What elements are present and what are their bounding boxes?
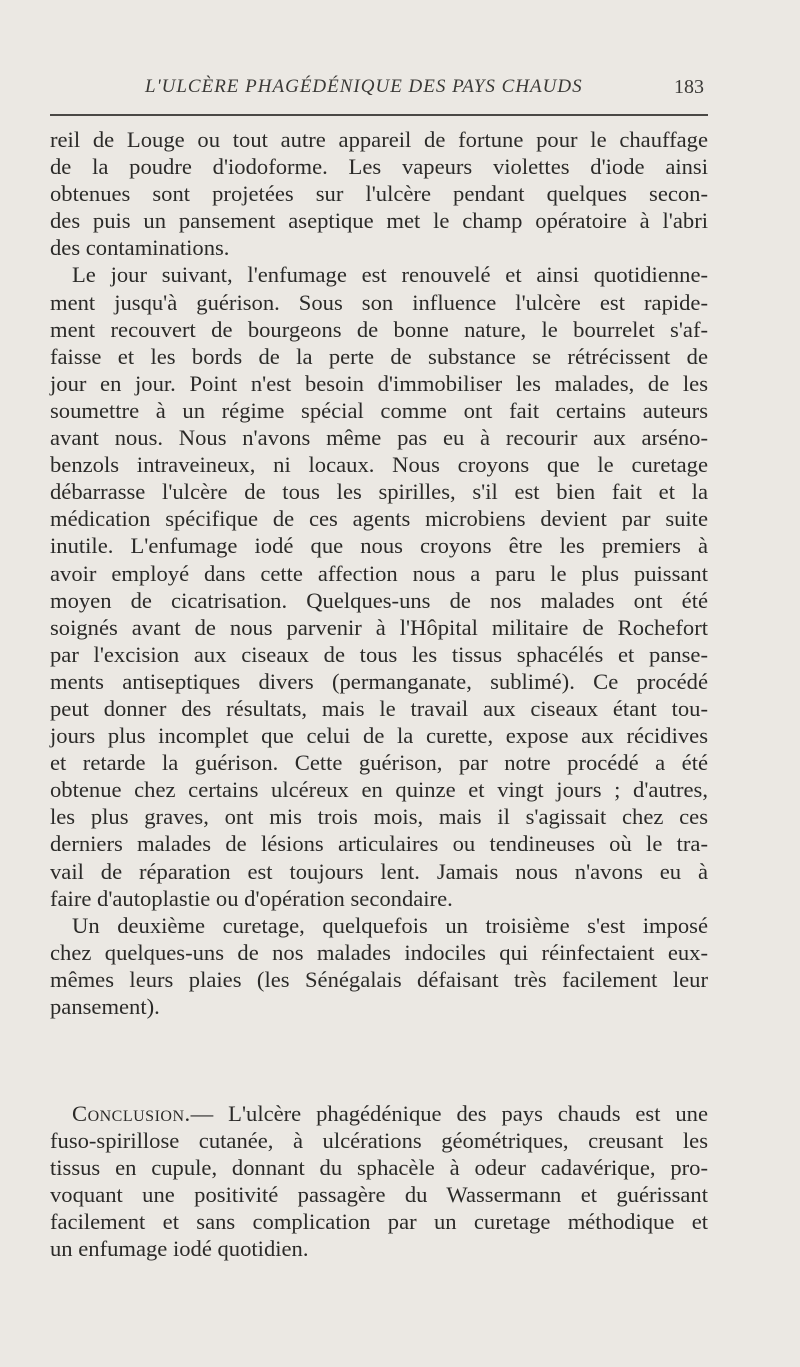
text-line: vail de réparation est toujours lent. Jamais nous n'avons eu à: [50, 858, 708, 884]
text-line: derniers malades de lésions articulaires ou tendineuses où le tra-: [50, 831, 708, 857]
text-line: avoir employé dans cette affection nous a paru le plus puissant: [50, 560, 708, 586]
text-line: fuso-spirillose cutanée, à ulcérations géométriques, creusant les: [50, 1128, 708, 1154]
text-line: débarrasse l'ulcère de tous les spirilles, s'il est bien fait et la: [50, 479, 708, 505]
text-line: Un deuxième curetage, quelquefois un troisième s'est imposé: [72, 912, 708, 938]
text-line: tissus en cupule, donnant du sphacèle à odeur cadavérique, pro-: [50, 1155, 708, 1181]
text-line: mêmes leurs plaies (les Sénégalais défaisant très facilement leur: [50, 966, 708, 992]
text-line: ment jusqu'à guérison. Sous son influence l'ulcère est rapide-: [50, 289, 708, 315]
text-line: avant nous. Nous n'avons même pas eu à recourir aux arséno-: [50, 425, 708, 451]
text-line: de la poudre d'iodoforme. Les vapeurs violettes d'iode ainsi: [50, 154, 708, 180]
text-line: soignés avant de nous parvenir à l'Hôpital militaire de Rochefort: [50, 614, 708, 640]
text-line: obtenues sont projetées sur l'ulcère pendant quelques secon-: [50, 181, 708, 207]
conclusion-paragraph: [50, 1100, 708, 1263]
text-line: soumettre à un régime spécial comme ont fait certains auteurs: [50, 397, 708, 423]
running-title: L'ULCÈRE PHAGÉDÉNIQUE DES PAYS CHAUDS: [145, 76, 583, 97]
running-head: [50, 76, 710, 108]
text-line: obtenue chez certains ulcéreux en quinze et vingt jours ; d'autres,: [50, 777, 708, 803]
text-line: voquant une positivité passagère du Wassermann et guérissant: [50, 1182, 708, 1208]
text-line: un enfumage iodé quotidien.: [50, 1236, 309, 1262]
text-line: moyen de cicatrisation. Quelques-uns de nos malades ont été: [50, 587, 708, 613]
text-line: faire d'autoplastie ou d'opération secondaire.: [50, 885, 453, 911]
text-line: jour en jour. Point n'est besoin d'immobiliser les malades, de les: [50, 370, 708, 396]
text-line: chez quelques-uns de nos malades indociles qui réinfectaient eux-: [50, 939, 708, 965]
text-line: jours plus incomplet que celui de la curette, expose aux récidives: [50, 723, 708, 749]
text-line: faisse et les bords de la perte de substance se rétrécissent de: [50, 343, 708, 369]
text-line: des contaminations.: [50, 235, 230, 261]
text-line: et retarde la guérison. Cette guérison, par notre procédé a été: [50, 750, 708, 776]
text-line: les plus graves, ont mis trois mois, mais il s'agissait chez ces: [50, 804, 708, 830]
text-line: reil de Louge ou tout autre appareil de fortune pour le chauffage: [50, 127, 708, 152]
text-line: ment recouvert de bourgeons de bonne nature, le bourrelet s'af-: [50, 316, 708, 342]
text-line: peut donner des résultats, mais le travail aux ciseaux étant tou-: [50, 695, 708, 721]
text-line: par l'excision aux ciseaux de tous les tissus sphacélés et panse-: [50, 641, 708, 667]
text-line: pansement).: [50, 994, 160, 1019]
text-line: Le jour suivant, l'enfumage est renouvelé et ainsi quotidienne-: [72, 262, 708, 288]
text-line: médication spécifique de ces agents microbiens devient par suite: [50, 506, 708, 532]
body-text: [50, 126, 708, 1020]
conclusion-label: Conclusion.: [72, 1101, 191, 1126]
text-line: facilement et sans complication par un curetage méthodique et: [50, 1209, 708, 1235]
conclusion-first-line-text: — L'ulcère phagédénique des pays chauds est une: [190, 1101, 708, 1126]
text-line: ments antiseptiques divers (permanganate, sublimé). Ce procédé: [50, 668, 708, 694]
header-rule: [50, 114, 708, 116]
text-line: des puis un pansement aseptique met le champ opératoire à l'abri: [50, 208, 708, 234]
conclusion-first-line: [50, 1100, 708, 1127]
text-line: benzols intraveineux, ni locaux. Nous croyons que le curetage: [50, 452, 708, 478]
page-number: 183: [674, 76, 704, 98]
text-line: inutile. L'enfumage iodé que nous croyons être les premiers à: [50, 533, 708, 559]
